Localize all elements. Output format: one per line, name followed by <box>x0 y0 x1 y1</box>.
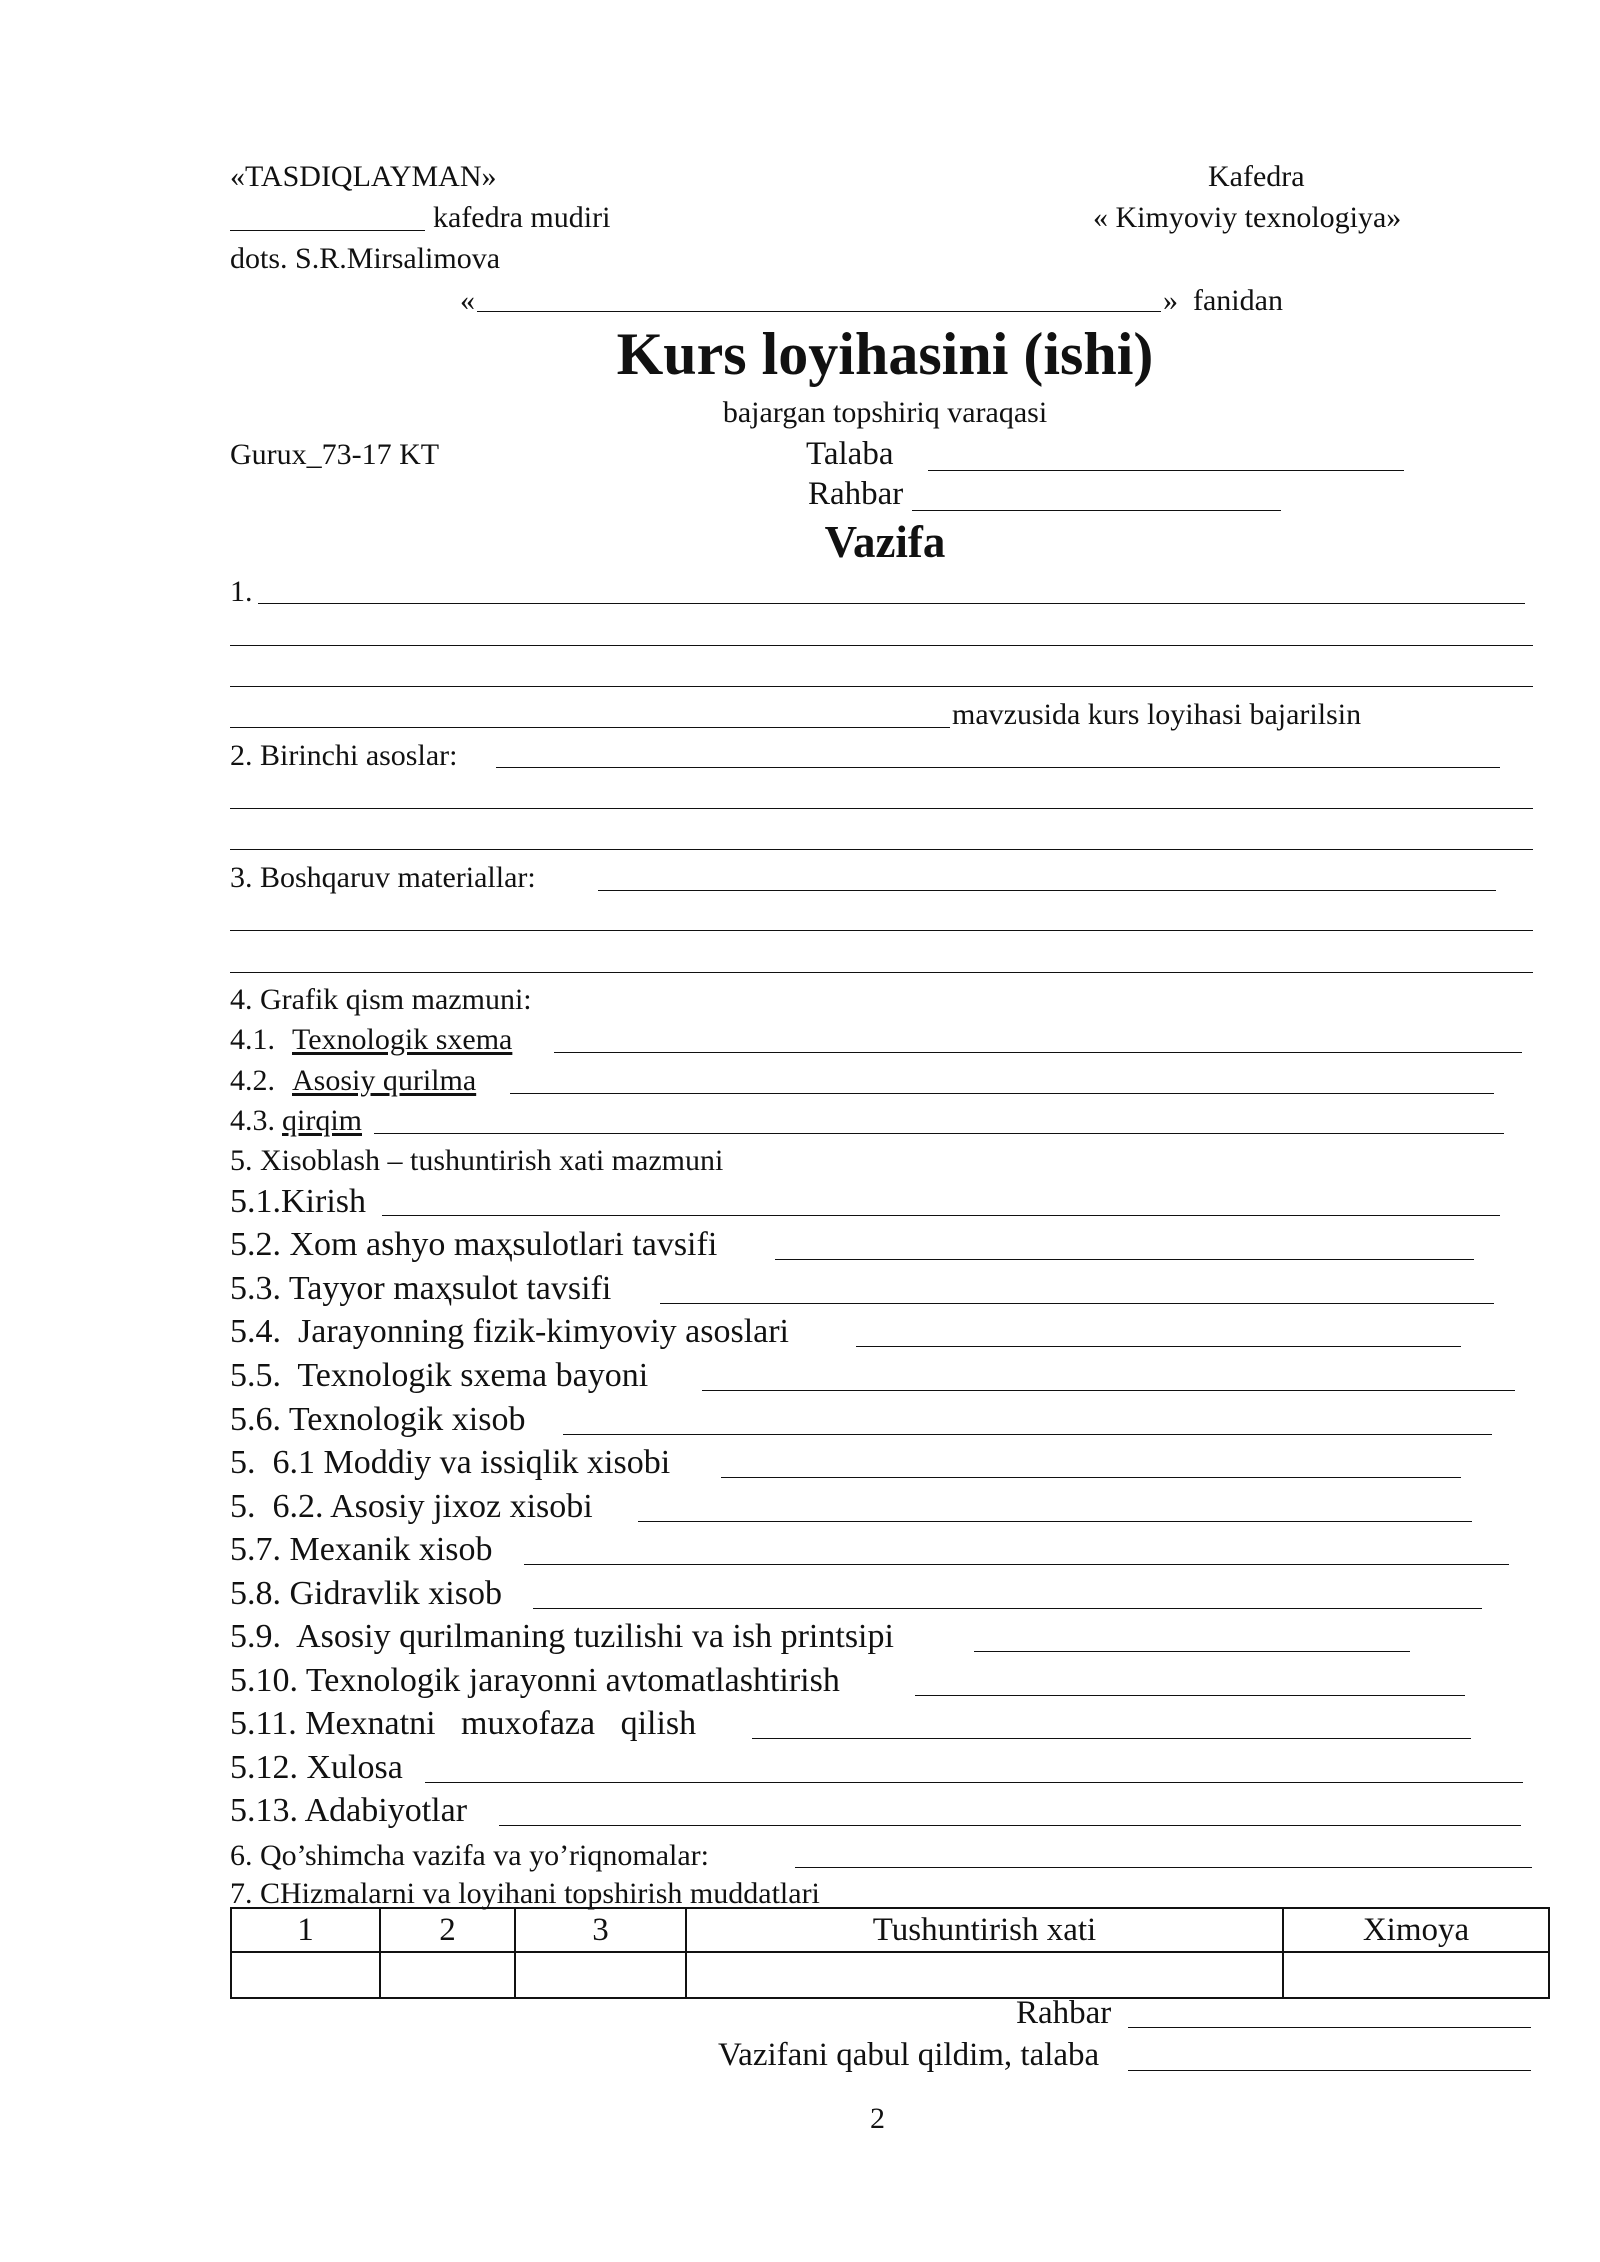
fill-line <box>510 1093 1494 1094</box>
fill-line <box>258 603 1525 604</box>
item-5-3-label: 5.3. Tayyor maҳsulot tavsifi <box>230 1270 612 1307</box>
fill-line <box>775 1259 1474 1260</box>
item-5-12-label: 5.12. Xulosa <box>230 1749 403 1786</box>
item-4-2-number: 4.2. <box>230 1064 283 1097</box>
subject-suffix: » fanidan <box>1163 284 1283 317</box>
approval-stamp-text: «TASDIQLAYMAN» <box>230 160 497 193</box>
item-5-13-label: 5.13. Adabiyotlar <box>230 1792 468 1829</box>
fill-line <box>660 1303 1494 1304</box>
fill-line <box>533 1608 1482 1609</box>
table-row <box>231 1952 1549 1998</box>
fill-line <box>230 645 1533 646</box>
fill-line <box>563 1434 1492 1435</box>
head-name: dots. S.R.Mirsalimova <box>230 242 501 275</box>
table-cell <box>515 1952 686 1998</box>
fill-line <box>230 849 1533 850</box>
supervisor-signature-line <box>912 510 1281 511</box>
fill-line <box>752 1738 1471 1739</box>
head-title: kafedra mudiri <box>433 201 611 234</box>
department-name: « Kimyoviy texnologiya» <box>1093 201 1402 234</box>
item-5-4-label: 5.4. Jarayonning fizik-kimyoviy asoslari <box>230 1313 790 1350</box>
fill-line <box>230 727 950 728</box>
fill-line <box>374 1133 1504 1134</box>
subject-blank-line <box>477 311 1161 312</box>
student-signature-line <box>1128 2070 1531 2071</box>
item-4-3-label: qirqim <box>282 1104 362 1137</box>
fill-line <box>496 767 1500 768</box>
student-label: Talaba <box>806 436 894 472</box>
fill-line <box>598 890 1496 891</box>
table-header-cell: Tushuntirish xati <box>686 1908 1283 1952</box>
subject-open-quote: « <box>460 284 475 317</box>
table-cell <box>686 1952 1283 1998</box>
item-5-10-label: 5.10. Texnologik jarayonni avtomatlashtirish <box>230 1662 840 1699</box>
table-cell <box>380 1952 515 1998</box>
item-4-1-label: Texnologik sxema <box>292 1023 513 1056</box>
item-5-7-label: 5.7. Mexanik xisob <box>230 1531 493 1568</box>
fill-line <box>425 1782 1523 1783</box>
item-1-label: 1. <box>230 575 253 608</box>
fill-line <box>230 930 1533 931</box>
fill-line <box>230 686 1533 687</box>
fill-line <box>915 1695 1465 1696</box>
signature-line <box>230 230 425 231</box>
fill-line <box>554 1052 1522 1053</box>
table-header-cell: 1 <box>231 1908 380 1952</box>
table-cell <box>231 1952 380 1998</box>
item-5-1-label: 5.1.Kirish <box>230 1183 366 1220</box>
item-5-8-label: 5.8. Gidravlik xisob <box>230 1575 502 1612</box>
item-5-2-label: 5.2. Xom ashyo maҳsulotlari tavsifi <box>230 1226 718 1263</box>
table-header-cell: 3 <box>515 1908 686 1952</box>
item-1-suffix: mavzusida kurs loyihasi bajarilsin <box>952 698 1362 731</box>
table-cell <box>1283 1952 1549 1998</box>
item-5-6-label: 5.6. Texnologik xisob <box>230 1401 526 1438</box>
item-6-label: 6. Qo’shimcha vazifa va yo’riqnomalar: <box>230 1839 710 1872</box>
document-subtitle: bajargan topshiriq varaqasi <box>722 396 1048 429</box>
item-5-11-label: 5.11. Mexnatni muxofaza qilish <box>230 1705 697 1742</box>
table-header-cell: Ximoya <box>1283 1908 1549 1952</box>
fill-line <box>499 1825 1521 1826</box>
fill-line <box>702 1390 1515 1391</box>
item-5-label: 5. Xisoblash – tushuntirish xati mazmuni <box>230 1144 724 1177</box>
group-label: Gurux_73-17 KT <box>230 438 440 471</box>
item-3-label: 3. Boshqaruv materiallar: <box>230 861 536 894</box>
fill-line <box>974 1651 1410 1652</box>
item-5-6-1-label: 5. 6.1 Moddiy va issiqlik xisobi <box>230 1444 671 1481</box>
supervisor-label: Rahbar <box>808 476 904 512</box>
page-number: 2 <box>870 2102 885 2135</box>
document-title: Kurs loyihasini (ishi) <box>616 321 1154 387</box>
fill-line <box>382 1215 1500 1216</box>
item-7-label: 7. CHizmalarni va loyihani topshirish muddatlari <box>230 1877 820 1910</box>
item-5-6-2-label: 5. 6.2. Asosiy jixoz xisobi <box>230 1488 593 1525</box>
item-4-1-number: 4.1. <box>230 1023 283 1056</box>
fill-line <box>230 808 1533 809</box>
item-5-5-label: 5.5. Texnologik sxema bayoni <box>230 1357 649 1394</box>
table-header-cell: 2 <box>380 1908 515 1952</box>
supervisor-signature-line <box>1128 2027 1531 2028</box>
footer-supervisor-label: Rahbar <box>1016 1995 1112 2031</box>
fill-line <box>856 1346 1461 1347</box>
task-heading: Vazifa <box>824 517 946 567</box>
deadline-table <box>230 1907 1550 1999</box>
table-header-row <box>231 1908 1549 1952</box>
fill-line <box>638 1521 1472 1522</box>
item-5-9-label: 5.9. Asosiy qurilmaning tuzilishi va ish printsipi <box>230 1618 894 1655</box>
department-label: Kafedra <box>1208 160 1305 193</box>
fill-line <box>524 1564 1509 1565</box>
item-4-label: 4. Grafik qism mazmuni: <box>230 983 532 1016</box>
fill-line <box>230 972 1533 973</box>
footer-accepted-label: Vazifani qabul qildim, talaba <box>718 2037 1100 2073</box>
item-4-2-label: Asosiy qurilma <box>292 1064 477 1097</box>
fill-line <box>721 1477 1461 1478</box>
item-4-3-number: 4.3. <box>230 1104 275 1137</box>
fill-line <box>795 1867 1532 1868</box>
item-2-label: 2. Birinchi asoslar: <box>230 739 458 772</box>
student-signature-line <box>928 470 1404 471</box>
